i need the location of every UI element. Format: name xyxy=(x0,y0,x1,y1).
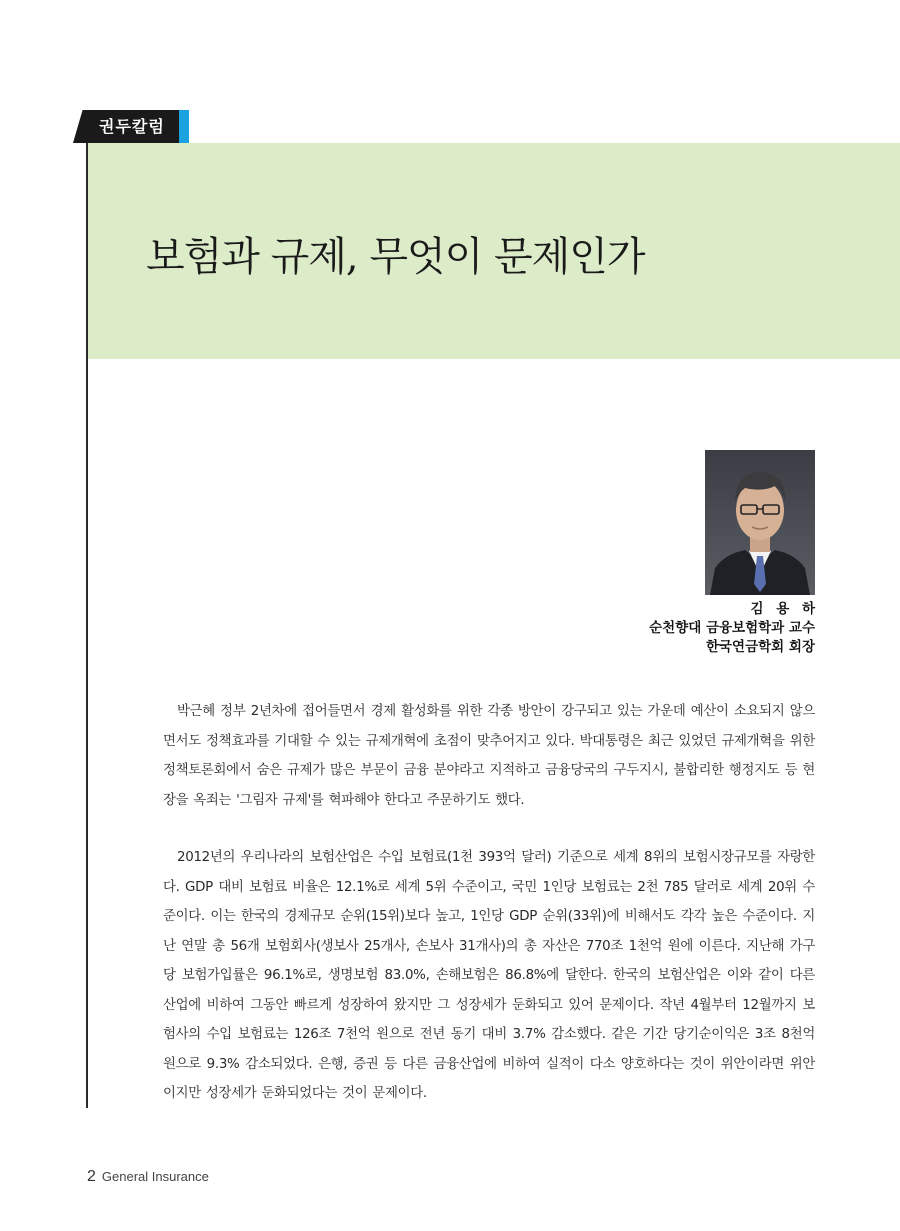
title-band xyxy=(88,143,900,359)
paragraph: 박근혜 정부 2년차에 접어들면서 경제 활성화를 위한 각종 방안이 강구되고 있는 가운데 예산이 소요되지 않으면서도 정책효과를 기대할 수 있는 규제개혁에 초점이 맞추어지고 있다. 박대통령은 최근 있었던 규제개혁을 위한 정책토론회에서 숨은 규제가 많은 부문이 금융 분야라고 지적하고 금융당국의 구두지시, 불합리한 행정지도 등 현장을 옥죄는 '그림자 규제'를 혁파해야 한다고 주문하기도 했다. xyxy=(163,704,816,808)
author-role: 한국연금학회 회장 xyxy=(705,639,815,655)
page-title: 보험과 규제, 무엇이 문제인가 xyxy=(146,234,645,280)
column-label: 권두칼럼 xyxy=(89,110,179,143)
paragraph: 2012년의 우리나라의 보험산업은 수입 보험료(1천 393억 달러) 기준으로 세계 8위의 보험시장규모를 자랑한다. GDP 대비 보험료 비율은 12.1%로 세계 5위 수준이고, 국민 1인당 보험료는 2천 785 달러로 세계 20위 수준이다. 이는 한국의 경제규모 순위(15위)보다 높고, 1인당 GDP 순위(33위)에 비해서도 각각 높은 수준이다. 지난 연말 총 56개 보험회사(생보사 25개사, 손보사 31개사)의 총 자산은 770조 1천억 원에 이른다. 지난해 가구당 보험가입률은 96.1%로, 생명보험 83.0%, 손해보험은 86.8%에 달한다. 한국의 보험산업은 이와 같이 다른 산업에 비하여 그동안 빠르게 성장하여 왔지만 그 성장세가 둔화되고 있어 문제이다. 작년 4월부터 12월까지 보험사의 수입 보험료는 126조 7천억 원으로 전년 동기 대비 3.7% 감소했다. 같은 기간 당기순이익은 3조 8천억 원으로 9.3% 감소되었다. 은행, 증권 등 다른 금융산업에 비하여 실적이 다소 양호하다는 것이 위안이라면 위안이지만 성장세가 둔화되었다는 것이 문제이다. xyxy=(163,850,815,1101)
author-affiliation: 순천향대 금융보험학과 교수 xyxy=(649,620,815,636)
page-number: 2 xyxy=(87,1168,96,1185)
column-tag xyxy=(73,110,189,143)
author-info xyxy=(649,600,819,657)
author-portrait-image xyxy=(705,450,815,595)
author-photo xyxy=(705,450,815,595)
page-footer xyxy=(87,1168,209,1186)
author-name: 김 용 하 xyxy=(750,601,819,617)
tag-accent-bar xyxy=(179,110,189,143)
article-body xyxy=(163,697,815,1137)
tag-notch xyxy=(73,110,89,143)
publication-name: General Insurance xyxy=(101,1169,209,1184)
